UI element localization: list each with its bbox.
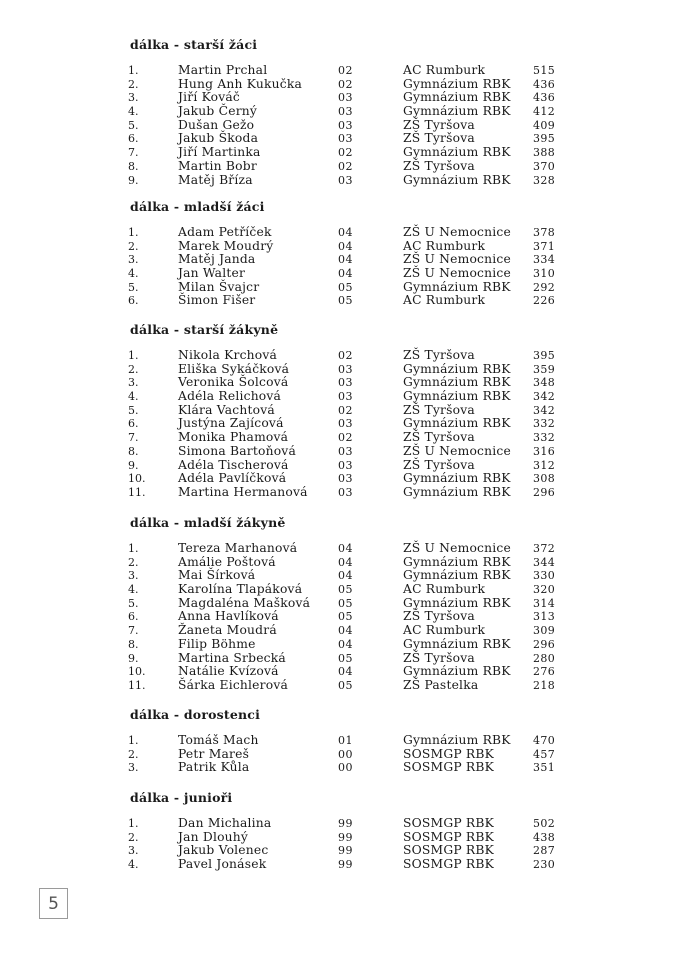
rank-cell: 6. xyxy=(128,294,139,308)
section-heading: dálka - dorostenci xyxy=(130,707,261,722)
rank-cell: 2. xyxy=(128,77,139,91)
page-number: 5 xyxy=(39,888,68,919)
athlete-name: Tereza Marhanová xyxy=(178,541,298,555)
club-name: ZŠ U Nemocnice xyxy=(403,443,511,458)
club-name: Gymnázium RBK xyxy=(403,664,511,679)
result-value: 310 xyxy=(533,267,556,281)
birth-year: 03 xyxy=(338,458,353,472)
birth-year: 03 xyxy=(338,485,353,499)
athlete-name: Jiří Kováč xyxy=(178,90,241,105)
result-row xyxy=(0,761,679,775)
result-row xyxy=(0,831,679,845)
birth-year: 04 xyxy=(338,569,353,583)
athlete-name: Adéla Tischerová xyxy=(178,457,289,472)
club-name: Gymnázium RBK xyxy=(403,484,511,499)
result-value: 296 xyxy=(533,637,556,651)
birth-year: 05 xyxy=(338,280,353,294)
athlete-name: Natálie Kvízová xyxy=(178,664,279,679)
club-name: Gymnázium RBK xyxy=(403,733,511,747)
athlete-name: Pavel Jonásek xyxy=(178,857,267,872)
club-name: Gymnázium RBK xyxy=(403,90,511,105)
result-value: 330 xyxy=(533,569,556,583)
result-value: 395 xyxy=(533,132,556,146)
result-value: 296 xyxy=(533,485,556,499)
result-row xyxy=(0,390,679,404)
birth-year: 05 xyxy=(338,294,353,308)
birth-year: 99 xyxy=(338,858,353,872)
rank-cell: 3. xyxy=(128,569,139,583)
birth-year: 03 xyxy=(338,91,353,105)
rank-cell: 2. xyxy=(128,555,139,569)
rank-cell: 1. xyxy=(128,542,139,555)
result-value: 438 xyxy=(533,830,556,844)
birth-year: 99 xyxy=(338,844,353,858)
club-name: SOSMGP RBK xyxy=(403,843,495,858)
athlete-name: Amálie Poštová xyxy=(178,554,276,569)
result-row xyxy=(0,638,679,652)
club-name: AC Rumburk xyxy=(403,63,486,77)
athlete-name: Monika Phamová xyxy=(178,430,289,445)
result-row xyxy=(0,858,679,872)
result-row xyxy=(0,146,679,160)
club-name: Gymnázium RBK xyxy=(403,76,511,91)
athlete-name: Žaneta Moudrá xyxy=(178,623,277,638)
birth-year: 04 xyxy=(338,665,353,679)
result-row xyxy=(0,363,679,377)
result-value: 470 xyxy=(533,734,556,747)
athlete-name: Patrik Kůla xyxy=(178,760,250,775)
birth-year: 03 xyxy=(338,417,353,431)
result-row xyxy=(0,679,679,693)
result-row xyxy=(0,226,679,240)
result-value: 351 xyxy=(533,761,556,775)
result-value: 502 xyxy=(533,817,556,830)
rank-cell: 3. xyxy=(128,376,139,390)
club-name: Gymnázium RBK xyxy=(403,104,511,119)
club-name: AC Rumburk xyxy=(403,293,486,308)
athlete-name: Matěj Janda xyxy=(178,252,256,267)
result-value: 436 xyxy=(533,77,556,91)
club-name: ZŠ Pastelka xyxy=(403,677,479,692)
birth-year: 04 xyxy=(338,239,353,253)
rank-cell: 11. xyxy=(128,678,146,692)
result-value: 388 xyxy=(533,146,556,160)
birth-year: 99 xyxy=(338,830,353,844)
birth-year: 04 xyxy=(338,253,353,267)
birth-year: 00 xyxy=(338,761,353,775)
rank-cell: 9. xyxy=(128,651,139,665)
result-row xyxy=(0,665,679,679)
athlete-name: Adam Petříček xyxy=(178,225,272,239)
result-value: 334 xyxy=(533,253,556,267)
rank-cell: 1. xyxy=(128,226,139,239)
athlete-name: Martin Bobr xyxy=(178,158,257,173)
result-row xyxy=(0,119,679,133)
rank-cell: 3. xyxy=(128,91,139,105)
club-name: Gymnázium RBK xyxy=(403,361,511,376)
result-value: 348 xyxy=(533,376,556,390)
result-value: 308 xyxy=(533,472,556,486)
athlete-name: Dan Michalina xyxy=(178,816,272,830)
result-row xyxy=(0,376,679,390)
club-name: SOSMGP RBK xyxy=(403,857,495,872)
birth-year: 03 xyxy=(338,132,353,146)
result-value: 370 xyxy=(533,159,556,173)
birth-year: 02 xyxy=(338,403,353,417)
rank-cell: 6. xyxy=(128,417,139,431)
result-value: 332 xyxy=(533,431,556,445)
results-list xyxy=(0,349,679,500)
rank-cell: 1. xyxy=(128,64,139,77)
athlete-name: Simona Bartoňová xyxy=(178,443,296,458)
result-row xyxy=(0,174,679,188)
club-name: Gymnázium RBK xyxy=(403,554,511,569)
birth-year: 00 xyxy=(338,747,353,761)
birth-year: 02 xyxy=(338,64,353,77)
results-list xyxy=(0,542,679,693)
result-row xyxy=(0,160,679,174)
rank-cell: 6. xyxy=(128,132,139,146)
result-row xyxy=(0,610,679,624)
club-name: Gymnázium RBK xyxy=(403,375,511,390)
result-row xyxy=(0,817,679,831)
rank-cell: 9. xyxy=(128,173,139,187)
result-row xyxy=(0,844,679,858)
result-row xyxy=(0,267,679,281)
rank-cell: 6. xyxy=(128,610,139,624)
rank-cell: 10. xyxy=(128,472,146,486)
result-value: 372 xyxy=(533,542,556,555)
club-name: Gymnázium RBK xyxy=(403,471,511,486)
athlete-name: Jan Dlouhý xyxy=(178,829,249,844)
birth-year: 05 xyxy=(338,678,353,692)
rank-cell: 5. xyxy=(128,118,139,132)
result-value: 320 xyxy=(533,583,556,597)
athlete-name: Milan Švajcr xyxy=(178,279,260,294)
result-value: 280 xyxy=(533,651,556,665)
rank-cell: 8. xyxy=(128,637,139,651)
athlete-name: Martin Prchal xyxy=(178,63,268,77)
rank-cell: 5. xyxy=(128,403,139,417)
result-value: 313 xyxy=(533,610,556,624)
club-name: Gymnázium RBK xyxy=(403,636,511,651)
result-row xyxy=(0,472,679,486)
club-name: ZŠ Tyršova xyxy=(403,650,475,665)
result-value: 378 xyxy=(533,226,556,239)
results-list xyxy=(0,734,679,775)
birth-year: 04 xyxy=(338,226,353,239)
birth-year: 05 xyxy=(338,583,353,597)
club-name: SOSMGP RBK xyxy=(403,829,495,844)
club-name: ZŠ Tyršova xyxy=(403,348,475,362)
club-name: ZŠ U Nemocnice xyxy=(403,266,511,281)
result-value: 312 xyxy=(533,458,556,472)
birth-year: 04 xyxy=(338,637,353,651)
result-value: 314 xyxy=(533,596,556,610)
athlete-name: Magdaléna Mašková xyxy=(178,595,311,610)
club-name: Gymnázium RBK xyxy=(403,568,511,583)
athlete-name: Anna Havlíková xyxy=(178,609,279,624)
club-name: ZŠ Tyršova xyxy=(403,430,475,445)
result-row xyxy=(0,132,679,146)
club-name: AC Rumburk xyxy=(403,582,486,597)
result-row xyxy=(0,624,679,638)
result-row xyxy=(0,652,679,666)
club-name: Gymnázium RBK xyxy=(403,416,511,431)
result-row xyxy=(0,417,679,431)
birth-year: 03 xyxy=(338,105,353,119)
athlete-name: Matěj Bříza xyxy=(178,172,253,187)
rank-cell: 1. xyxy=(128,349,139,362)
section-heading: dálka - mladší žákyně xyxy=(130,515,286,530)
section-heading: dálka - starší žáci xyxy=(130,37,258,52)
section-heading: dálka - junioři xyxy=(130,790,233,805)
athlete-name: Eliška Sykáčková xyxy=(178,361,290,376)
result-row xyxy=(0,404,679,418)
rank-cell: 4. xyxy=(128,105,139,119)
rank-cell: 7. xyxy=(128,146,139,160)
birth-year: 05 xyxy=(338,596,353,610)
club-name: ZŠ Tyršova xyxy=(403,131,475,146)
birth-year: 05 xyxy=(338,610,353,624)
result-value: 371 xyxy=(533,239,556,253)
section-heading: dálka - mladší žáci xyxy=(130,199,265,214)
result-row xyxy=(0,431,679,445)
birth-year: 99 xyxy=(338,817,353,830)
athlete-name: Petr Mareš xyxy=(178,746,250,761)
birth-year: 03 xyxy=(338,173,353,187)
results-list xyxy=(0,226,679,308)
athlete-name: Jakub Černý xyxy=(178,104,258,119)
athlete-name: Veronika Šolcová xyxy=(178,375,289,390)
club-name: ZŠ Tyršova xyxy=(403,158,475,173)
rank-cell: 1. xyxy=(128,734,139,747)
athlete-name: Hung Anh Kukučka xyxy=(178,76,303,91)
result-row xyxy=(0,556,679,570)
club-name: AC Rumburk xyxy=(403,623,486,638)
birth-year: 03 xyxy=(338,362,353,376)
birth-year: 03 xyxy=(338,444,353,458)
result-row xyxy=(0,597,679,611)
birth-year: 04 xyxy=(338,555,353,569)
result-value: 395 xyxy=(533,349,556,362)
result-row xyxy=(0,542,679,556)
rank-cell: 2. xyxy=(128,830,139,844)
athlete-name: Tomáš Mach xyxy=(178,733,259,747)
result-row xyxy=(0,486,679,500)
birth-year: 04 xyxy=(338,267,353,281)
result-value: 332 xyxy=(533,417,556,431)
result-value: 328 xyxy=(533,173,556,187)
birth-year: 03 xyxy=(338,118,353,132)
birth-year: 03 xyxy=(338,472,353,486)
birth-year: 04 xyxy=(338,542,353,555)
club-name: Gymnázium RBK xyxy=(403,172,511,187)
result-value: 409 xyxy=(533,118,556,132)
club-name: ZŠ U Nemocnice xyxy=(403,541,511,555)
club-name: Gymnázium RBK xyxy=(403,595,511,610)
athlete-name: Jakub Volenec xyxy=(178,843,269,858)
rank-cell: 2. xyxy=(128,747,139,761)
club-name: SOSMGP RBK xyxy=(403,816,495,830)
result-value: 316 xyxy=(533,444,556,458)
result-value: 344 xyxy=(533,555,556,569)
rank-cell: 8. xyxy=(128,159,139,173)
birth-year: 02 xyxy=(338,159,353,173)
result-row xyxy=(0,734,679,748)
birth-year: 03 xyxy=(338,390,353,404)
rank-cell: 10. xyxy=(128,665,146,679)
result-value: 515 xyxy=(533,64,556,77)
birth-year: 02 xyxy=(338,349,353,362)
club-name: Gymnázium RBK xyxy=(403,145,511,160)
rank-cell: 1. xyxy=(128,817,139,830)
rank-cell: 4. xyxy=(128,583,139,597)
rank-cell: 4. xyxy=(128,267,139,281)
rank-cell: 7. xyxy=(128,624,139,638)
result-row xyxy=(0,748,679,762)
results-list xyxy=(0,64,679,187)
athlete-name: Šimon Fišer xyxy=(178,293,256,308)
result-value: 226 xyxy=(533,294,556,308)
result-row xyxy=(0,253,679,267)
club-name: ZŠ Tyršova xyxy=(403,117,475,132)
rank-cell: 3. xyxy=(128,253,139,267)
athlete-name: Martina Hermanová xyxy=(178,484,308,499)
athlete-name: Mai Šírková xyxy=(178,568,256,583)
rank-cell: 3. xyxy=(128,761,139,775)
birth-year: 03 xyxy=(338,376,353,390)
club-name: AC Rumburk xyxy=(403,238,486,253)
athlete-name: Jiří Martinka xyxy=(178,145,261,160)
rank-cell: 4. xyxy=(128,858,139,872)
result-value: 287 xyxy=(533,844,556,858)
result-value: 436 xyxy=(533,91,556,105)
athlete-name: Filip Böhme xyxy=(178,636,256,651)
athlete-name: Nikola Krchová xyxy=(178,348,278,362)
result-value: 230 xyxy=(533,858,556,872)
section-heading: dálka - starší žákyně xyxy=(130,322,279,337)
athlete-name: Jan Walter xyxy=(178,266,246,281)
result-row xyxy=(0,349,679,363)
rank-cell: 5. xyxy=(128,596,139,610)
athlete-name: Jakub Škoda xyxy=(178,131,259,146)
club-name: ZŠ U Nemocnice xyxy=(403,252,511,267)
rank-cell: 2. xyxy=(128,239,139,253)
result-value: 276 xyxy=(533,665,556,679)
rank-cell: 7. xyxy=(128,431,139,445)
athlete-name: Karolína Tlapáková xyxy=(178,582,303,597)
result-row xyxy=(0,569,679,583)
result-value: 342 xyxy=(533,390,556,404)
result-value: 218 xyxy=(533,678,556,692)
result-row xyxy=(0,445,679,459)
athlete-name: Adéla Relichová xyxy=(178,389,282,404)
result-value: 359 xyxy=(533,362,556,376)
result-row xyxy=(0,459,679,473)
club-name: ZŠ Tyršova xyxy=(403,457,475,472)
result-value: 292 xyxy=(533,280,556,294)
result-value: 457 xyxy=(533,747,556,761)
club-name: SOSMGP RBK xyxy=(403,760,495,775)
rank-cell: 11. xyxy=(128,485,146,499)
athlete-name: Marek Moudrý xyxy=(178,238,274,253)
result-value: 412 xyxy=(533,105,556,119)
athlete-name: Klára Vachtová xyxy=(178,402,275,417)
athlete-name: Dušan Gežo xyxy=(178,117,255,132)
rank-cell: 9. xyxy=(128,458,139,472)
result-row xyxy=(0,294,679,308)
result-value: 342 xyxy=(533,403,556,417)
result-row xyxy=(0,91,679,105)
club-name: Gymnázium RBK xyxy=(403,389,511,404)
rank-cell: 2. xyxy=(128,362,139,376)
club-name: ZŠ Tyršova xyxy=(403,609,475,624)
result-row xyxy=(0,583,679,597)
result-row xyxy=(0,281,679,295)
result-value: 309 xyxy=(533,624,556,638)
result-row xyxy=(0,105,679,119)
birth-year: 04 xyxy=(338,624,353,638)
rank-cell: 8. xyxy=(128,444,139,458)
athlete-name: Šárka Eichlerová xyxy=(178,677,289,692)
athlete-name: Adéla Pavlíčková xyxy=(178,471,287,486)
birth-year: 02 xyxy=(338,146,353,160)
results-list xyxy=(0,817,679,872)
result-row xyxy=(0,64,679,78)
club-name: SOSMGP RBK xyxy=(403,746,495,761)
birth-year: 02 xyxy=(338,431,353,445)
result-row xyxy=(0,240,679,254)
rank-cell: 5. xyxy=(128,280,139,294)
athlete-name: Justýna Zajícová xyxy=(178,416,284,431)
club-name: ZŠ U Nemocnice xyxy=(403,225,511,239)
rank-cell: 4. xyxy=(128,390,139,404)
club-name: Gymnázium RBK xyxy=(403,279,511,294)
birth-year: 01 xyxy=(338,734,353,747)
birth-year: 02 xyxy=(338,77,353,91)
athlete-name: Martina Srbecká xyxy=(178,650,286,665)
birth-year: 05 xyxy=(338,651,353,665)
rank-cell: 3. xyxy=(128,844,139,858)
result-row xyxy=(0,78,679,92)
club-name: ZŠ Tyršova xyxy=(403,402,475,417)
